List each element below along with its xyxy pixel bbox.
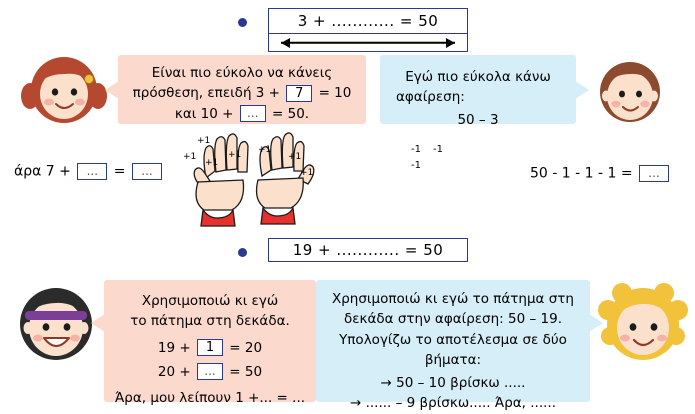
bubble-girl-line3-text: και 10 +	[174, 105, 234, 122]
plus-one-label-7: +1	[300, 168, 314, 178]
bubble-girl-bottom-line5: → 50 – 10 βρίσκω .....	[380, 375, 526, 391]
speech-bubble-boy-bottom	[104, 280, 316, 406]
boy-bottom-eq2-right: = 50	[229, 363, 263, 380]
plus-one-label-2: +1	[183, 152, 197, 162]
plus-one-label-1: +1	[197, 136, 211, 146]
right-expression-text: 50 - 1 - 1 - 1 =	[530, 165, 633, 182]
answer-slot-left-1[interactable]: ...	[77, 163, 107, 180]
boy-bottom-eq1-right: = 20	[229, 339, 263, 356]
answer-slot-7[interactable]: 7	[286, 85, 312, 102]
bubble-girl-bottom-line3: Υπολογίζω το αποτέλεσμα σε δύο	[339, 331, 567, 348]
double-arrow-icon	[281, 34, 455, 51]
left-equals-sign: =	[113, 163, 126, 180]
bubble-girl-bottom-line2: δεκάδα στην αφαίρεση: 50 – 19.	[343, 311, 562, 328]
top-equation-arrow-box	[268, 34, 468, 52]
minus-one-label-1: -1	[411, 144, 421, 155]
boy-bottom-eq1-left: 19 +	[157, 339, 191, 356]
bubble-tail-left	[105, 81, 119, 99]
second-equation-box	[268, 238, 468, 262]
answer-slot-left-2[interactable]: ...	[132, 163, 162, 180]
bubble-girl-line3	[128, 104, 356, 124]
top-equation-bullet	[238, 18, 247, 27]
plus-one-label-6: +1	[288, 152, 302, 162]
plus-one-label-4: +1	[228, 150, 242, 160]
bubble-girl-line1: Είναι πιο εύκολο να κάνεις	[151, 65, 333, 81]
second-equation-bullet	[238, 248, 247, 257]
bubble-boy-line2: αφαίρεση:	[396, 89, 465, 106]
top-equation-text: 3 + ............ = 50	[297, 12, 439, 30]
bubble-girl-bottom-line1: Χρησιμοποιώ κι εγώ το πάτημα στη	[331, 291, 574, 307]
bubble-girl-bottom-line6: → ...... – 9 βρίσκω..... Άρα, ......	[349, 395, 557, 412]
bubble-boy-line3: 50 – 3	[457, 111, 499, 128]
answer-slot-girl-1[interactable]: ...	[240, 105, 266, 122]
avatar-girl-top-left	[20, 52, 108, 124]
bubble-boy-bottom-line2: το πάτημα στη δεκάδα.	[130, 313, 290, 330]
speech-bubble-boy-right	[380, 55, 576, 128]
bubble-boy-bottom-line3	[114, 338, 306, 358]
second-equation-text: 19 + ............ = 50	[292, 241, 444, 259]
bubble-boy-bottom-line5: Άρα, μου λείπουν 1 +... = ...	[114, 390, 306, 406]
avatar-boy-bottom-left	[8, 278, 104, 370]
speech-bubble-girl-left	[118, 55, 366, 124]
plus-one-label-3: +1	[205, 158, 219, 168]
bubble-tail-bottom-left	[91, 314, 105, 332]
bullet-icon	[238, 18, 247, 27]
bubble-girl-line2	[128, 83, 356, 103]
left-expression-row	[14, 163, 164, 180]
bubble-boy-bottom-line4	[114, 362, 306, 382]
bubble-girl-bottom-line4: βήματα:	[424, 351, 482, 368]
bubble-tail-right	[575, 81, 589, 99]
top-equation-box	[268, 8, 468, 34]
bubble-girl-line2-tail: = 10	[318, 85, 352, 102]
bubble-girl-line3-tail: = 50.	[272, 105, 310, 122]
minus-one-label-3: -1	[411, 160, 421, 171]
bubble-girl-line2-text: πρόσθεση, επειδή 3 +	[132, 85, 280, 102]
bubble-boy-line1: Εγώ πιο εύκολα κάνω	[405, 69, 551, 85]
speech-bubble-girl-bottom	[316, 280, 590, 412]
plus-one-label-5: +1	[258, 145, 272, 155]
answer-slot-right[interactable]: ...	[639, 165, 669, 182]
avatar-boy-top-right	[588, 56, 672, 124]
right-expression-row	[530, 165, 671, 182]
boy-bottom-eq2-left: 20 +	[157, 363, 191, 380]
left-expression-text: άρα 7 +	[14, 163, 71, 180]
avatar-girl-bottom-right	[596, 278, 690, 370]
bullet-icon-2	[238, 248, 247, 257]
bubble-boy-bottom-line1: Χρησιμοποιώ κι εγώ	[141, 293, 279, 309]
answer-slot-1[interactable]: 1	[197, 339, 223, 356]
minus-one-label-2: -1	[433, 144, 443, 155]
answer-slot-boy-2[interactable]: ...	[197, 363, 223, 380]
